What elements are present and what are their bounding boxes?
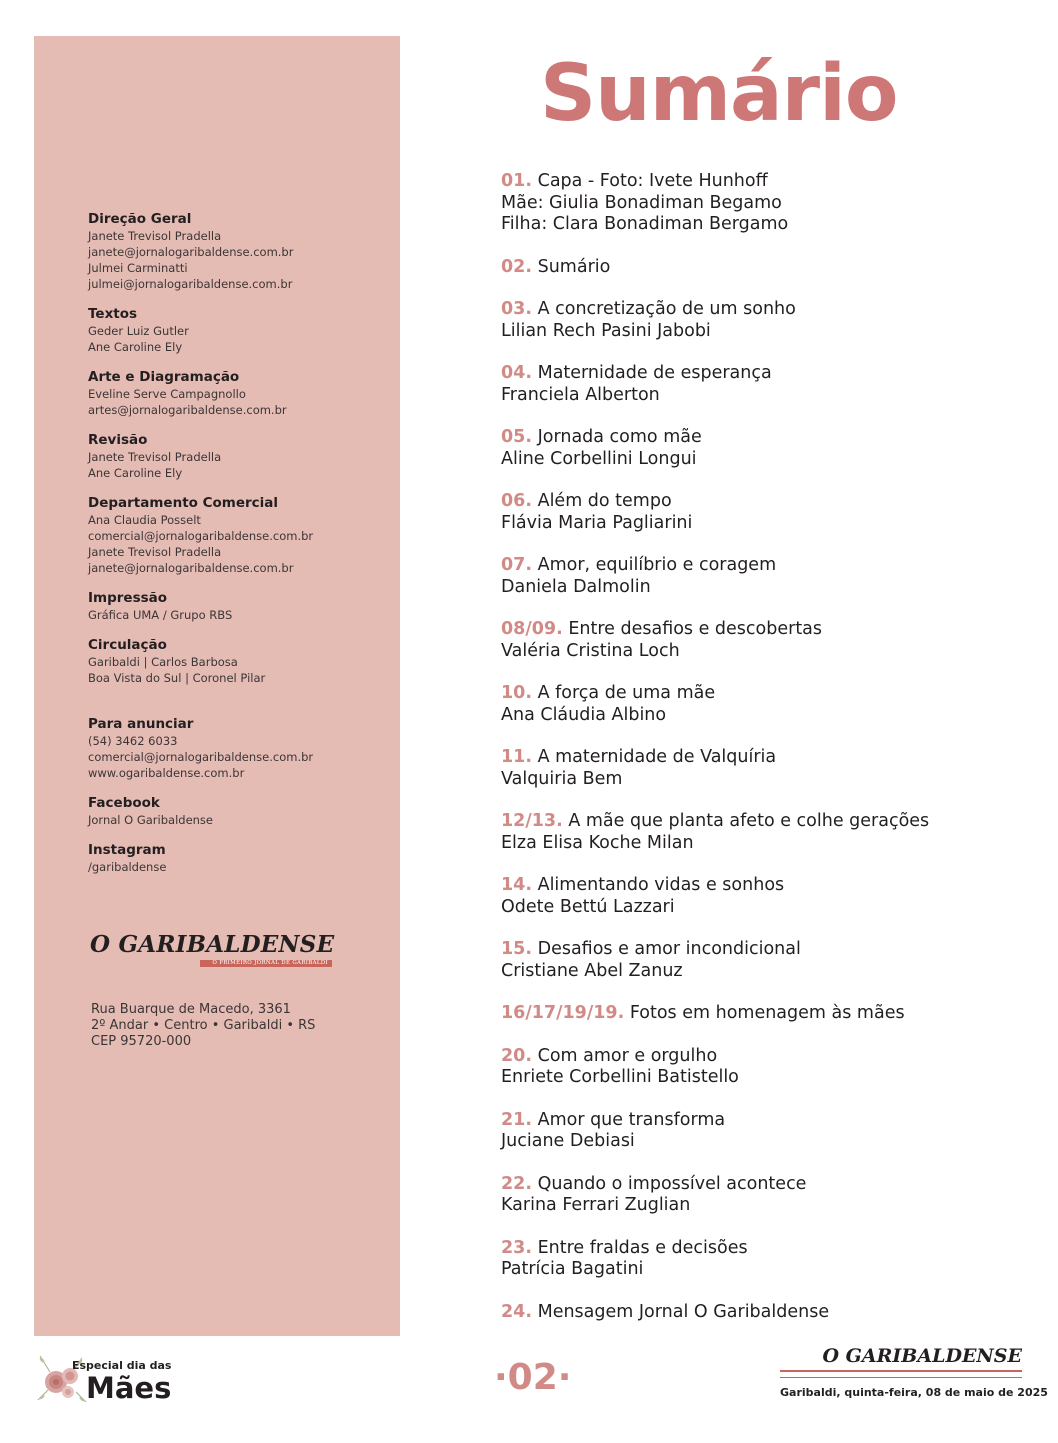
staff-section (88, 211, 388, 292)
toc-author-line: Odete Bettú Lazzari (501, 896, 675, 917)
toc-page-number: 10. (501, 683, 533, 703)
toc-title-line (501, 1110, 1021, 1132)
staff-line: Ane Caroline Ely (88, 466, 183, 480)
toc-page-number: 07. (501, 555, 533, 575)
staff-line: Janete Trevisol Pradella (88, 545, 222, 559)
toc-entry (501, 939, 1021, 982)
toc-page-number: 02. (501, 256, 533, 277)
toc-entry (501, 1046, 1021, 1089)
toc-entry (501, 747, 1021, 790)
toc-title: Capa - Foto: Ivete Hunhoff (537, 171, 768, 191)
address (91, 1002, 371, 1050)
footer-date: Garibaldi, quinta-feira, 08 de maio de 2025 (780, 1386, 1048, 1399)
toc-entry (501, 427, 1021, 470)
staff-line: janete@jornalogaribaldense.com.br (88, 245, 294, 259)
footer-rule (780, 1370, 1022, 1372)
toc-author-line: Juciane Debiasi (501, 1131, 635, 1151)
toc-title-line (501, 363, 1021, 385)
staff-heading: Textos (88, 306, 138, 322)
toc-entry (501, 875, 1021, 918)
toc-page-number: 16/17/19/19. (501, 1003, 625, 1023)
logo-name: O GARIBALDENSE (90, 931, 335, 958)
staff-line: Ana Claudia Posselt (88, 513, 201, 527)
staff-line: (54) 3462 6033 (88, 734, 178, 748)
toc-title-line (501, 299, 1021, 321)
staff-heading: Arte e Diagramação (88, 369, 240, 385)
toc-author-line: Lilian Rech Pasini Jabobi (501, 320, 711, 341)
toc-title-line (501, 683, 1021, 705)
toc-author-line: Enriete Corbellini Batistello (501, 1067, 739, 1087)
toc-title-line (501, 875, 1021, 897)
staff-heading: Impressão (88, 590, 168, 606)
toc-page-number: 14. (501, 875, 533, 895)
staff-heading: Facebook (88, 795, 160, 811)
toc-entry (501, 1003, 1021, 1025)
staff-heading: Circulação (88, 637, 167, 653)
toc-title: Amor, equilíbrio e coragem (537, 555, 777, 575)
garibaldense-logo (90, 930, 335, 967)
staff-line: Gráfica UMA / Grupo RBS (88, 608, 233, 622)
toc-title: A maternidade de Valquíria (537, 747, 777, 767)
toc-page-number: 21. (501, 1109, 533, 1130)
staff-line: Garibaldi | Carlos Barbosa (88, 655, 238, 669)
staff-line: julmei@jornalogaribaldense.com.br (88, 277, 293, 291)
page-number: ·02· (494, 1357, 572, 1398)
staff-section (88, 637, 388, 686)
staff-line: www.ogaribaldense.com.br (88, 766, 245, 780)
toc-title: Entre desafios e descobertas (568, 619, 823, 639)
toc-page-number: 06. (501, 491, 533, 511)
staff-line: Jornal O Garibaldense (88, 813, 214, 827)
toc-page-number: 04. (501, 363, 533, 383)
staff-line: janete@jornalogaribaldense.com.br (88, 561, 294, 575)
staff-section (88, 495, 388, 576)
toc-page-number: 12/13. (501, 811, 563, 831)
toc-title: Maternidade de esperança (537, 363, 772, 383)
logo-tagline: O PRIMEIRO JORNAL DE GARIBALDI (200, 960, 332, 967)
toc-title: Mensagem Jornal O Garibaldense (537, 1301, 830, 1322)
toc-title-line (501, 1046, 1021, 1068)
toc-entry (501, 257, 1021, 279)
toc-author-line: Valquiria Bem (501, 768, 623, 789)
staff-line: Boa Vista do Sul | Coronel Pilar (88, 671, 266, 685)
toc-title: Quando o impossível acontece (537, 1173, 807, 1194)
footer-logo: O GARIBALDENSE (822, 1345, 1022, 1367)
staff-line: Ane Caroline Ely (88, 340, 183, 354)
toc-entry (501, 1174, 1021, 1217)
toc-author-line: Cristiane Abel Zanuz (501, 960, 683, 981)
toc-title-line (501, 257, 1021, 279)
toc-title-line (501, 555, 1021, 577)
toc-title: Com amor e orgulho (537, 1045, 718, 1066)
toc-author-line: Karina Ferrari Zuglian (501, 1195, 691, 1215)
staff-heading: Direção Geral (88, 211, 192, 227)
badge-title: Mães (86, 1371, 172, 1405)
toc-title-line (501, 427, 1021, 449)
toc-page-number: 22. (501, 1173, 533, 1194)
staff-line: Janete Trevisol Pradella (88, 229, 222, 243)
staff-section (88, 716, 388, 781)
toc-entry (501, 811, 1021, 854)
toc-title: A força de uma mãe (537, 683, 716, 703)
toc-author-line: Valéria Cristina Loch (501, 640, 680, 661)
toc-page-number: 01. (501, 171, 533, 191)
staff-line: Geder Luiz Gutler (88, 324, 189, 338)
toc-author-line: Franciela Alberton (501, 384, 660, 405)
table-of-contents (501, 171, 1021, 1344)
toc-entry (501, 171, 1021, 236)
staff-section (88, 369, 388, 418)
toc-entry (501, 683, 1021, 726)
toc-title-line (501, 747, 1021, 769)
toc-page-number: 24. (501, 1301, 533, 1322)
footer (780, 1344, 1048, 1399)
toc-author-line: Mãe: Giulia Bonadiman Begamo (501, 192, 782, 213)
toc-title-line (501, 939, 1021, 961)
toc-entry (501, 555, 1021, 598)
toc-entry (501, 1110, 1021, 1153)
toc-author-line: Ana Cláudia Albino (501, 704, 667, 725)
staff-heading: Para anunciar (88, 716, 194, 732)
toc-title-line (501, 171, 1021, 193)
toc-title: Jornada como mãe (537, 427, 702, 447)
toc-page-number: 08/09. (501, 619, 563, 639)
toc-author-line: Daniela Dalmolin (501, 576, 651, 597)
staff-line: /garibaldense (88, 860, 167, 874)
toc-title-line (501, 1302, 1021, 1324)
toc-title: A mãe que planta afeto e colhe gerações (568, 811, 930, 831)
address-line: CEP 95720-000 (91, 1034, 192, 1049)
footer-rule (780, 1377, 1022, 1378)
staff-section (88, 432, 388, 481)
toc-author-line: Elza Elisa Koche Milan (501, 832, 694, 853)
toc-title-line (501, 491, 1021, 513)
toc-entry (501, 619, 1021, 662)
toc-title: Além do tempo (537, 491, 672, 511)
toc-title: Fotos em homenagem às mães (629, 1003, 905, 1023)
staff-line: Janete Trevisol Pradella (88, 450, 222, 464)
staff-section (88, 795, 388, 828)
address-line: 2º Andar • Centro • Garibaldi • RS (91, 1018, 316, 1033)
staff-section (88, 306, 388, 355)
toc-title-line (501, 811, 1021, 833)
toc-title-line (501, 1003, 1021, 1025)
staff-line: Eveline Serve Campagnollo (88, 387, 246, 401)
toc-title: Desafios e amor incondicional (537, 939, 801, 959)
staff-heading: Departamento Comercial (88, 495, 279, 511)
toc-author-line: Aline Corbellini Longui (501, 448, 697, 469)
staff-heading: Revisão (88, 432, 148, 448)
special-edition-badge (34, 1350, 194, 1410)
toc-title-line (501, 1174, 1021, 1196)
staff-list (88, 211, 388, 889)
toc-title: Amor que transforma (537, 1109, 726, 1130)
toc-author-line: Filha: Clara Bonadiman Bergamo (501, 214, 789, 234)
staff-line: artes@jornalogaribaldense.com.br (88, 403, 287, 417)
toc-title-line (501, 1238, 1021, 1260)
toc-author-line: Patrícia Bagatini (501, 1259, 644, 1279)
toc-entry (501, 491, 1021, 534)
toc-page-number: 23. (501, 1237, 533, 1258)
toc-page-number: 05. (501, 427, 533, 447)
toc-entry (501, 299, 1021, 342)
toc-page-number: 03. (501, 299, 533, 319)
staff-line: Julmei Carminatti (88, 261, 188, 275)
page-title: Sumário (540, 49, 898, 139)
staff-heading: Instagram (88, 842, 166, 858)
toc-author-line: Flávia Maria Pagliarini (501, 512, 693, 533)
staff-section (88, 842, 388, 875)
staff-line: comercial@jornalogaribaldense.com.br (88, 529, 314, 543)
toc-entry (501, 1302, 1021, 1324)
toc-title: A concretização de um sonho (537, 299, 796, 319)
toc-page-number: 20. (501, 1045, 533, 1066)
toc-title: Alimentando vidas e sonhos (537, 875, 785, 895)
staff-line: comercial@jornalogaribaldense.com.br (88, 750, 314, 764)
staff-section (88, 590, 388, 623)
badge-subtitle: Especial dia das (72, 1359, 172, 1372)
toc-title: Sumário (537, 256, 611, 277)
toc-entry (501, 1238, 1021, 1281)
toc-entry (501, 363, 1021, 406)
toc-page-number: 15. (501, 939, 533, 959)
address-line: Rua Buarque de Macedo, 3361 (91, 1002, 291, 1017)
toc-title: Entre fraldas e decisões (537, 1237, 748, 1258)
toc-page-number: 11. (501, 747, 533, 767)
toc-title-line (501, 619, 1021, 641)
